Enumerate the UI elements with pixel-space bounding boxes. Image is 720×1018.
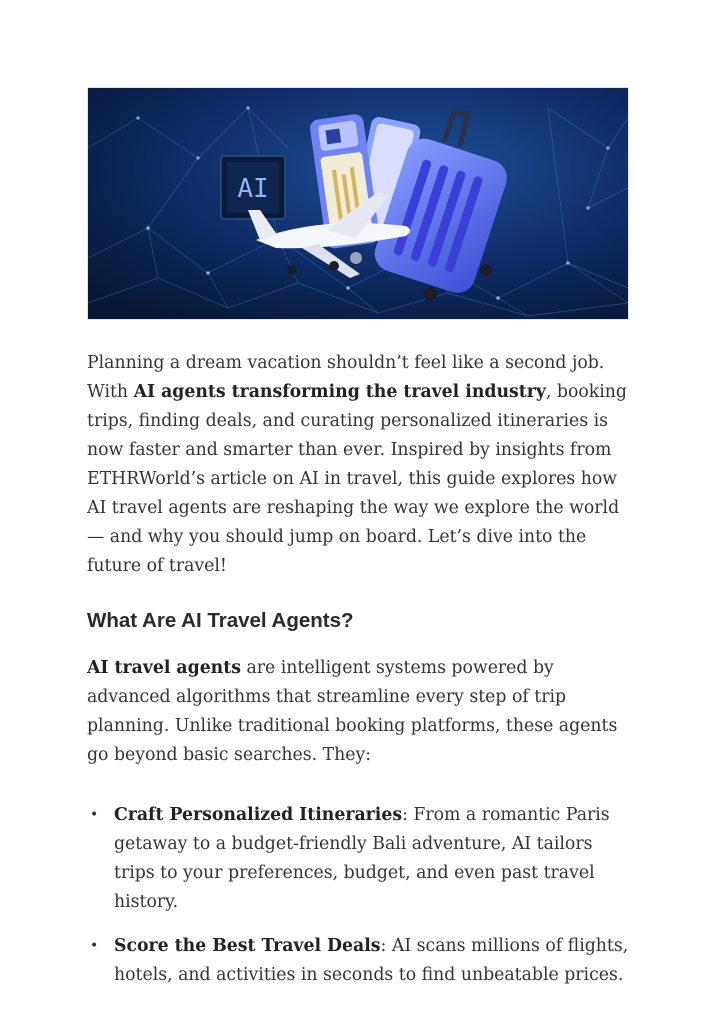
list-item-text: : AI scans millions of flights, hotels, and activities in seconds to find unbeatable prices.: [114, 936, 629, 985]
list-item: [87, 932, 635, 990]
intro-paragraph: [87, 349, 635, 581]
article-body: [87, 349, 635, 1005]
intro-text: Planning a dream vacation shouldn’t feel like a second job. With: [87, 353, 605, 402]
section-bold-text: AI travel agents: [87, 658, 241, 678]
list-item: [87, 801, 635, 917]
bullet-icon: •: [90, 807, 99, 823]
list-item-text: : From a romantic Paris getaway to a budget-friendly Bali adventure, AI tailors trips to your preferences, budget, and even past travel history.: [114, 805, 610, 912]
section-heading: What Are AI Travel Agents?: [87, 609, 354, 632]
intro-bold-text: AI agents transforming the travel industry: [133, 382, 546, 402]
bullet-icon: •: [90, 938, 99, 954]
intro-text-continued: , booking trips, finding deals, and curating personalized itineraries is now faster and smarter than ever. Inspired by insights from ETHRWorld’s article on AI in travel, this guide explores how AI travel agents are reshaping the way we explore the world — and why you should jump on board. Let’s dive into the future of travel!: [87, 382, 627, 576]
list-item-title: Craft Personalized Itineraries: [114, 805, 403, 825]
ai-chip-icon: [221, 156, 285, 219]
list-item-title: Score the Best Travel Deals: [114, 936, 381, 956]
section-paragraph: [87, 654, 635, 770]
section-text: are intelligent systems powered by advanced algorithms that streamline every step of trip planning. Unlike traditional booking platforms, these agents go beyond basic searches. They:: [87, 658, 618, 765]
hero-image: [87, 87, 629, 320]
ai-badge-label: AI: [237, 174, 269, 204]
feature-list: [87, 801, 635, 990]
